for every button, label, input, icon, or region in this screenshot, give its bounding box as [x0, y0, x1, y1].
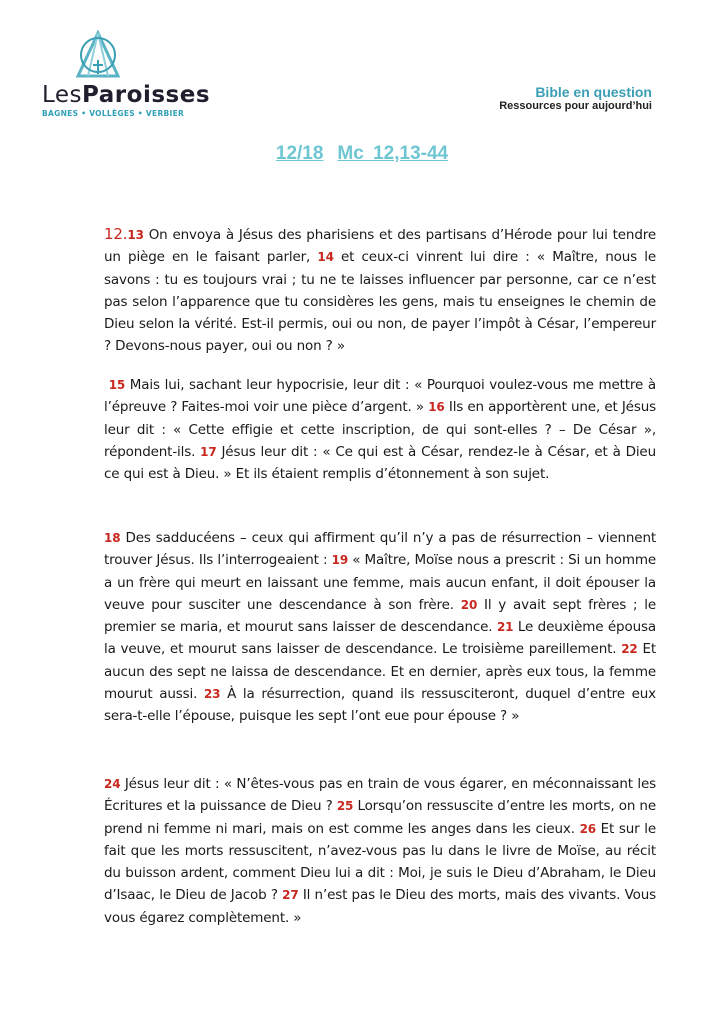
session-number: 12/18	[275, 143, 324, 164]
verse-text: Jésus leur dit : « N’êtes-vous pas en train de vous égarer, en méconnaissant les Écritures et la puissance de Dieu ?	[104, 776, 656, 815]
verse-text: Des sadducéens – ceux qui affirment qu’il n’y a pas de résurrection – viennent trouver Jésus. Ils l’interrogeaient :	[104, 530, 656, 569]
verse-text: et ceux-ci vinrent lui dire : « Maître, nous le savons : tu es toujours vrai ; tu ne te laisses influencer par personne, car ce n’est pas selon l’apparence que tu considères les gens, mais tu enseignes le chemin de Dieu selon la vérité. Est-il permis, oui ou non, de payer l’impôt à César, l’empereur ? Devons-nous payer, oui ou non ? »	[104, 249, 656, 355]
verse-number: 15	[108, 378, 126, 392]
verse-number: 21	[496, 620, 514, 635]
verse-text: À la résurrection, quand ils ressusciteront, duquel d’entre eux sera-t-elle l’épouse, puisque les sept l’ont eue pour épouse ? »	[104, 686, 656, 725]
verse-number: 19	[331, 553, 349, 568]
paragraph-3	[104, 527, 656, 728]
verse-number: 13	[127, 228, 144, 242]
paragraph-2	[104, 374, 656, 485]
parish-logo	[42, 30, 211, 118]
scripture-reference: Mc 12,13-44	[337, 143, 449, 164]
verse-text: Et aucun des sept ne laissa de descendance. Et en dernier, après eux tous, la femme mourut aussi.	[104, 641, 657, 703]
verse-number: 27	[282, 888, 299, 903]
verse-number: 22	[621, 642, 638, 657]
paragraph-4	[104, 773, 656, 929]
verse-number: 16	[428, 400, 445, 415]
verse-text: Il n’est pas le Dieu des morts, mais des vivants. Vous vous égarez complètement. »	[104, 887, 657, 926]
verse-number: 20	[460, 597, 478, 612]
verse-number: 23	[203, 687, 221, 702]
logo-subtitle: BAGNES • VOLLÈGES • VERBIER	[42, 109, 185, 118]
verse-text: Jésus leur dit : « Ce qui est à César, rendez-le à César, et à Dieu ce qui est à Dieu. » Et ils étaient remplis d’étonnement à son sujet.	[104, 443, 656, 483]
verse-text: Et sur le fait que les morts ressuscitent, n’avez-vous pas lu dans le livre de Moïse, au récit du buisson ardent, comment Dieu lui a dit : Moi, je suis le Dieu d’Abraham, le Dieu d’Isaac, le Dieu de Jacob ?	[104, 820, 656, 904]
verse-text: Ils en apportèrent une, et Jésus leur dit : « Cette effigie et cette inscription, de qui sont-elles ? – De César », répondent-ils.	[104, 399, 656, 460]
verse-text: Mais lui, sachant leur hypocrisie, leur dit : « Pourquoi voulez-vous me mettre à l’épreuve ? Faites-moi voir une pièce d’argent. »	[104, 377, 656, 416]
verse-number: 17	[200, 444, 217, 459]
verse-number: 24	[104, 777, 121, 791]
verse-text: On envoya à Jésus des pharisiens et des partisans d’Hérode pour lui tendre un piège en le faisant parler,	[104, 227, 656, 266]
logo-name: LesParoisses	[42, 82, 211, 108]
series-subtitle: Ressources pour aujourd’hui	[499, 100, 652, 112]
series-header	[499, 84, 652, 112]
verse-number: 14	[317, 250, 334, 265]
paragraph-1	[104, 223, 656, 358]
series-title: Bible en question	[535, 84, 652, 100]
verse-text: Lorsqu’on ressuscite d’entre les morts, on ne prend ni femme ni mari, mais on est comme les anges dans les cieux.	[104, 798, 656, 837]
verse-text: « Maître, Moïse nous a prescrit : Si un homme a un frère qui meurt en laissant une femme, mais aucun enfant, il doit épouser la veuve pour susciter une descendance à son frère.	[104, 552, 656, 613]
verse-number: 25	[336, 799, 354, 814]
chapter-number: 12.	[104, 225, 128, 243]
verse-text: Le deuxième épousa la veuve, et mourut sans laisser de descendance. Le troisième pareillement.	[104, 619, 656, 658]
church-emblem-icon	[72, 30, 124, 80]
verse-number: 18	[104, 531, 121, 545]
verse-number: 26	[579, 821, 596, 836]
page-title	[0, 143, 724, 165]
verse-text: Il y avait sept frères ; le premier se maria, et mourut sans laisser de descendance.	[104, 596, 657, 636]
